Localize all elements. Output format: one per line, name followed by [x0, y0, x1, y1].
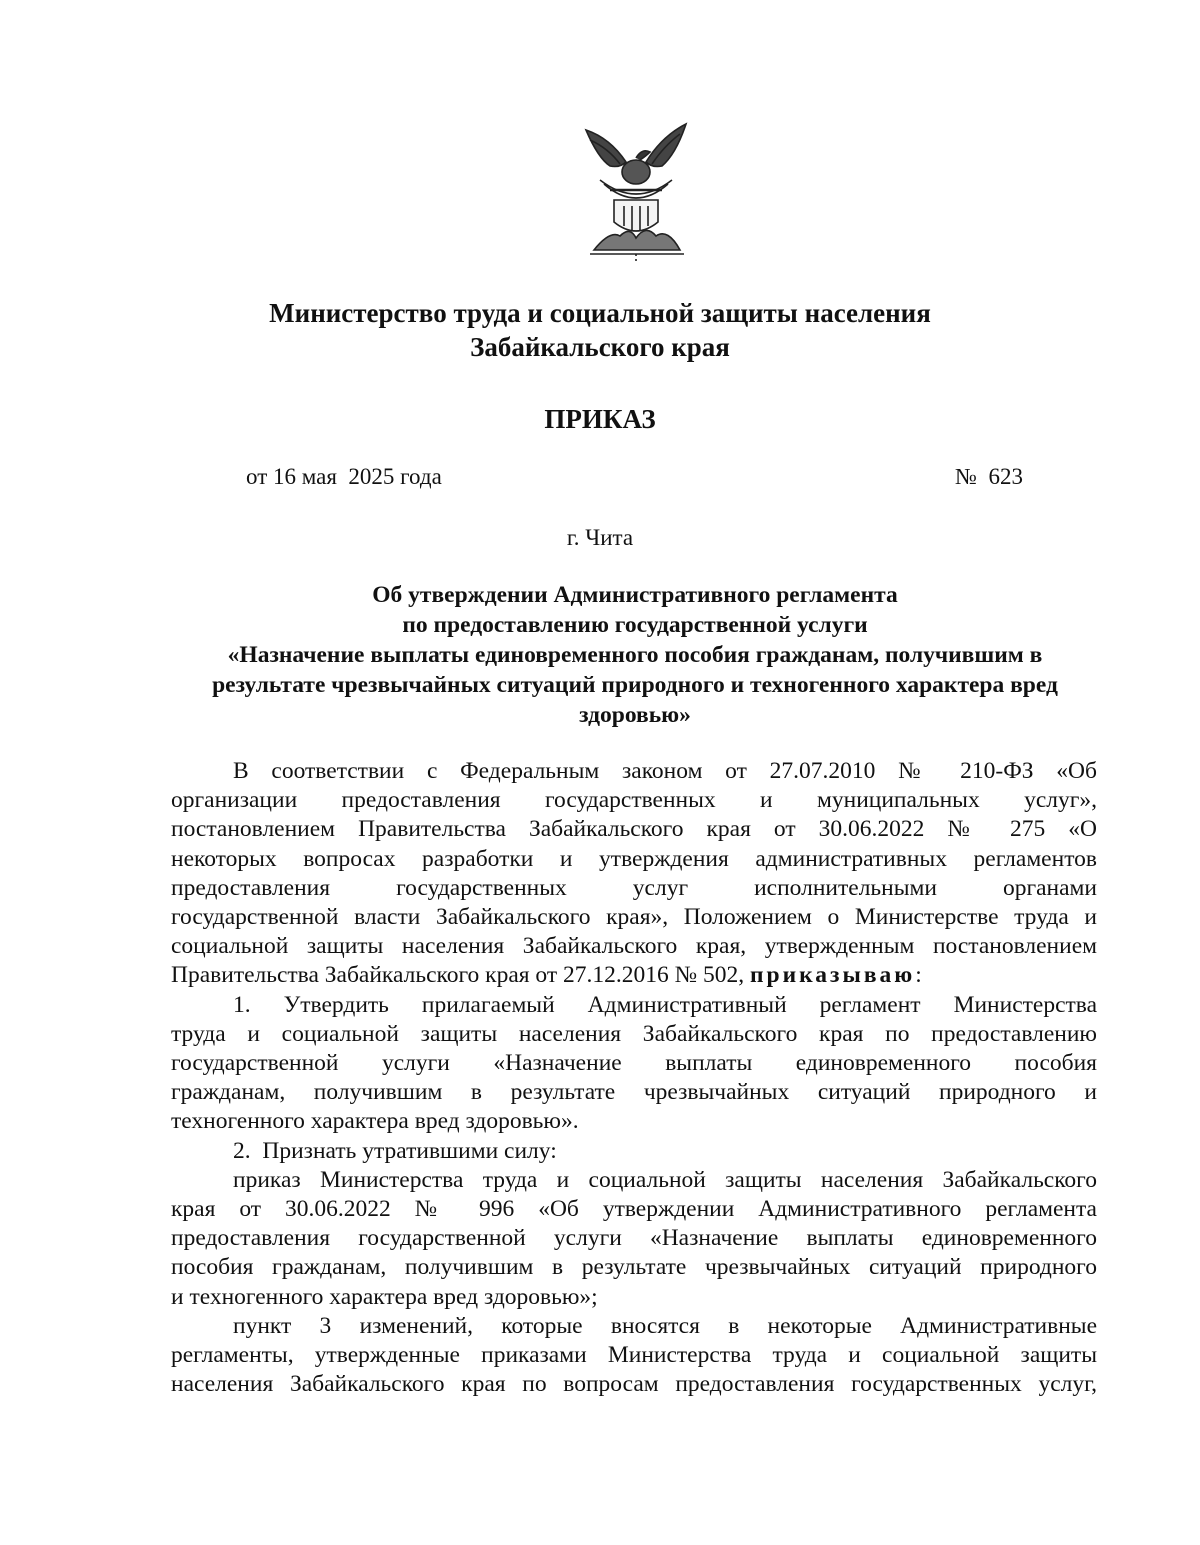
body-line: пункт 3 изменений, которые вносятся в некоторые Административные	[233, 1312, 1097, 1339]
body-line: гражданам, получившим в результате чрезвычайных ситуаций природного и	[171, 1079, 1097, 1106]
body-line: предоставления государственной услуги «Назначение выплаты единовременного	[171, 1225, 1097, 1252]
body-line: регламенты, утвержденные приказами Министерства труда и социальной защиты	[171, 1342, 1097, 1369]
document-city: г. Чита	[566, 525, 634, 550]
body-line-text: Правительства Забайкальского края от 27.12.2016 № 502,	[171, 962, 745, 989]
document-type: ПРИКАЗ	[544, 404, 656, 434]
paragraph-repealed-point	[171, 1312, 1097, 1400]
paragraph-repealed-order	[171, 1166, 1097, 1312]
body-line: края от 30.06.2022 № 996 «Об утверждении Административного регламента	[171, 1196, 1097, 1223]
body-line: государственной услуги «Назначение выплаты единовременного пособия	[171, 1050, 1097, 1077]
title-line: по предоставлению государственной услуги	[402, 612, 868, 638]
body-line-order	[171, 961, 1097, 990]
title-line: результате чрезвычайных ситуаций природного и техногенного характера вред	[212, 672, 1058, 698]
body-line: В соответствии с Федеральным законом от 27.07.2010 № 210-ФЗ «Об	[233, 758, 1097, 784]
document-date: от 16 мая 2025 года	[246, 464, 442, 489]
paragraph-item-2	[171, 1137, 1097, 1166]
title-line: здоровью»	[579, 702, 691, 728]
body-line: организации предоставления государственных и муниципальных услуг»,	[171, 787, 1097, 814]
title-line: Об утверждении Административного регламента	[372, 582, 898, 608]
body-line: 2. Признать утратившими силу:	[233, 1137, 557, 1164]
paragraph-item-1	[171, 991, 1097, 1137]
order-colon: :	[915, 962, 922, 989]
document-number: № 623	[955, 464, 1023, 489]
ministry-name-line1: Министерство труда и социальной защиты населения	[269, 298, 931, 328]
body-line: труда и социальной защиты населения Забайкальского края по предоставлению	[171, 1020, 1097, 1047]
body-line: населения Забайкальского края по вопросам предоставления государственных услуг,	[171, 1371, 1097, 1398]
coat-of-arms-emblem	[580, 118, 692, 264]
ministry-name-line2: Забайкальского края	[470, 332, 730, 362]
body-line: пособия гражданам, получившим в результате чрезвычайных ситуаций природного	[171, 1254, 1097, 1281]
paragraph-preamble	[171, 757, 1097, 991]
ministry-name	[0, 296, 1200, 364]
body-line: некоторых вопросах разработки и утверждения административных регламентов	[171, 845, 1097, 872]
body-line: 1. Утвердить прилагаемый Административный регламент Министерства	[233, 991, 1097, 1018]
body-line: социальной защиты населения Забайкальского края, утвержденным постановлением	[171, 933, 1097, 960]
body-line: постановлением Правительства Забайкальского края от 30.06.2022 № 275 «О	[171, 816, 1097, 843]
document-body	[171, 757, 1097, 1399]
body-line: техногенного характера вред здоровью».	[171, 1108, 579, 1135]
title-line: «Назначение выплаты единовременного пособия гражданам, получившим в	[227, 642, 1043, 668]
document-title	[140, 580, 1130, 730]
body-line: государственной власти Забайкальского края», Положением о Министерстве труда и	[171, 904, 1097, 931]
body-line: и техногенного характера вред здоровью»;	[171, 1283, 598, 1310]
body-line: приказ Министерства труда и социальной защиты населения Забайкальского	[233, 1166, 1097, 1193]
order-word: приказываю	[749, 962, 916, 989]
body-line: предоставления государственных услуг исполнительными органами	[171, 874, 1097, 901]
